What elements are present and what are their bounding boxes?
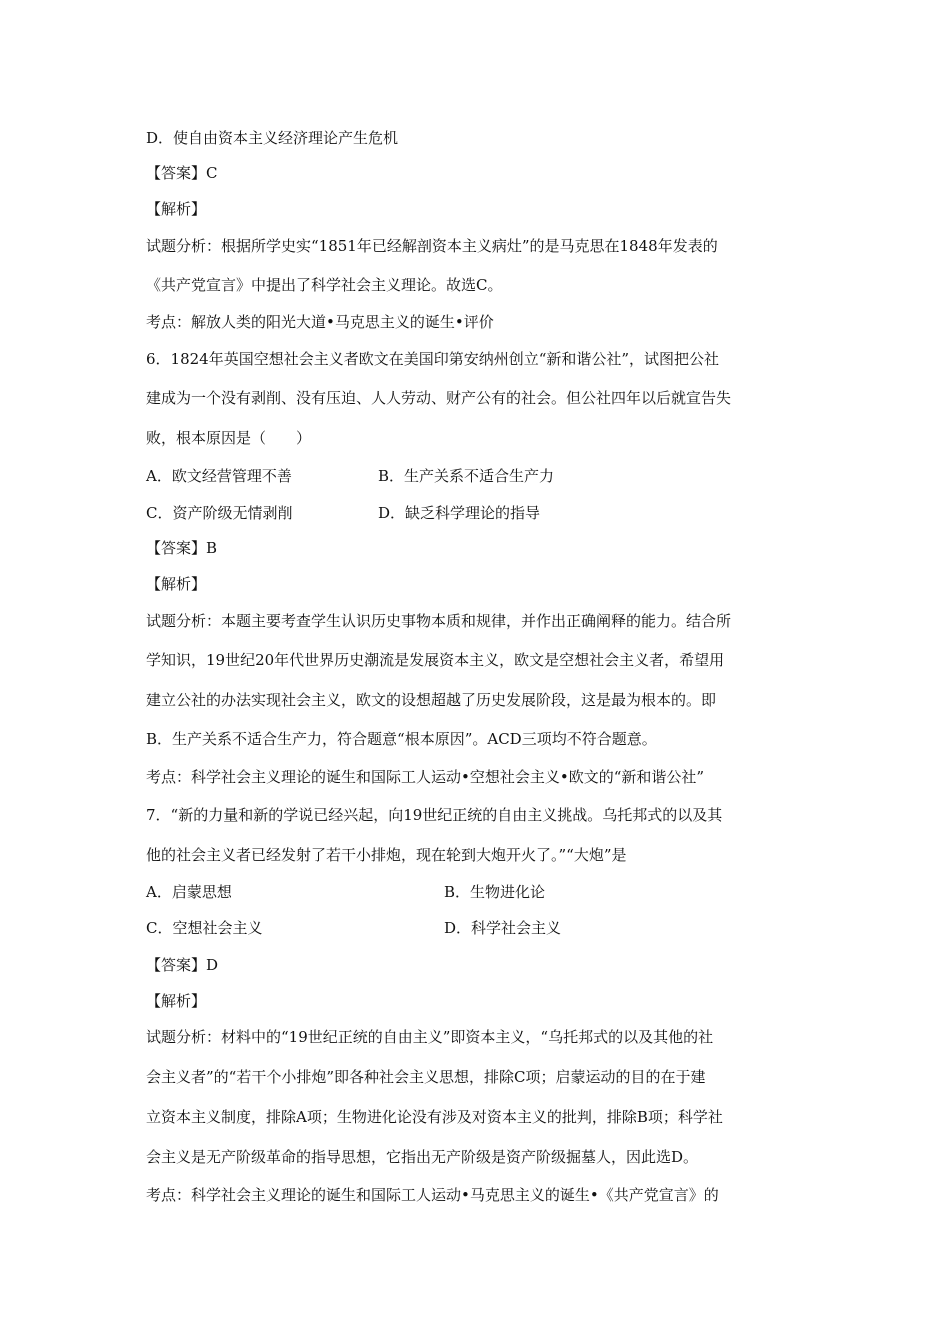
q7-stem-line: 他的社会主义者已经发射了若干小排炮，现在轮到大炮开火了。”“大炮”是 — [146, 846, 627, 864]
q6-answer: 【答案】B — [146, 539, 218, 557]
q7-analysis-line: 会主义者”的“若干个小排炮”即各种社会主义思想，排除C项；启蒙运动的目的在于建 — [146, 1068, 706, 1086]
q6-analysis-line: B．生产关系不适合生产力，符合题意“根本原因”。ACD三项均不符合题意。 — [146, 730, 657, 748]
q7-analysis-line: 立资本主义制度，排除A项；生物进化论没有涉及对资本主义的批判，排除B项；科学社 — [146, 1108, 723, 1126]
q6-stem-line: 6．1824年英国空想社会主义者欧文在美国印第安纳州创立“新和谐公社”，试图把公社 — [146, 350, 720, 368]
q6-kaodian: 考点：科学社会主义理论的诞生和国际工人运动•空想社会主义•欧文的“新和谐公社” — [146, 768, 705, 786]
q6-option-b: B．生产关系不适合生产力 — [378, 467, 555, 485]
q6-option-a: A．欧文经营管理不善 — [146, 467, 292, 485]
q5-analysis-line: 《共产党宣言》中提出了科学社会主义理论。故选C。 — [146, 276, 503, 294]
q7-analysis-line: 会主义是无产阶级革命的指导思想，它指出无产阶级是资产阶级掘墓人，因此选D。 — [146, 1148, 699, 1166]
q7-answer: 【答案】D — [146, 956, 219, 974]
q5-analysis-line: 试题分析：根据所学史实“1851年已经解剖资本主义病灶”的是马克思在1848年发表的 — [146, 237, 718, 255]
q6-stem-line: 建成为一个没有剥削、没有压迫、人人劳动、财产公有的社会。但公社四年以后就宣告失 — [146, 389, 732, 407]
q5-answer: 【答案】C — [146, 164, 218, 182]
q7-analysis-line: 试题分析：材料中的“19世纪正统的自由主义”即资本主义，“乌托邦式的以及其他的社 — [146, 1028, 714, 1046]
q6-option-c: C．资产阶级无情剥削 — [146, 504, 293, 522]
q7-analysis-heading: 【解析】 — [146, 992, 207, 1010]
q5-option-d: D．使自由资本主义经济理论产生危机 — [146, 129, 399, 147]
q6-option-d: D．缺乏科学理论的指导 — [378, 504, 541, 522]
q5-kaodian: 考点：解放人类的阳光大道•马克思主义的诞生•评价 — [146, 313, 494, 331]
q6-analysis-line: 建立公社的办法实现社会主义，欧文的设想超越了历史发展阶段，这是最为根本的。即 — [146, 691, 717, 709]
q6-analysis-heading: 【解析】 — [146, 575, 207, 593]
q7-option-c: C．空想社会主义 — [146, 919, 263, 937]
q7-option-a: A．启蒙思想 — [146, 883, 232, 901]
q7-option-b: B．生物进化论 — [444, 883, 546, 901]
q7-stem-line: 7．“新的力量和新的学说已经兴起，向19世纪正统的自由主义挑战。乌托邦式的以及其 — [146, 806, 723, 824]
q7-option-d: D．科学社会主义 — [444, 919, 562, 937]
q7-kaodian: 考点：科学社会主义理论的诞生和国际工人运动•马克思主义的诞生•《共产党宣言》的 — [146, 1186, 719, 1204]
q6-analysis-line: 学知识，19世纪20年代世界历史潮流是发展资本主义，欧文是空想社会主义者，希望用 — [146, 651, 725, 669]
q5-analysis-heading: 【解析】 — [146, 200, 207, 218]
q6-stem-line: 败，根本原因是（ ） — [146, 429, 312, 447]
q6-analysis-line: 试题分析：本题主要考查学生认识历史事物本质和规律，并作出正确阐释的能力。结合所 — [146, 612, 732, 630]
